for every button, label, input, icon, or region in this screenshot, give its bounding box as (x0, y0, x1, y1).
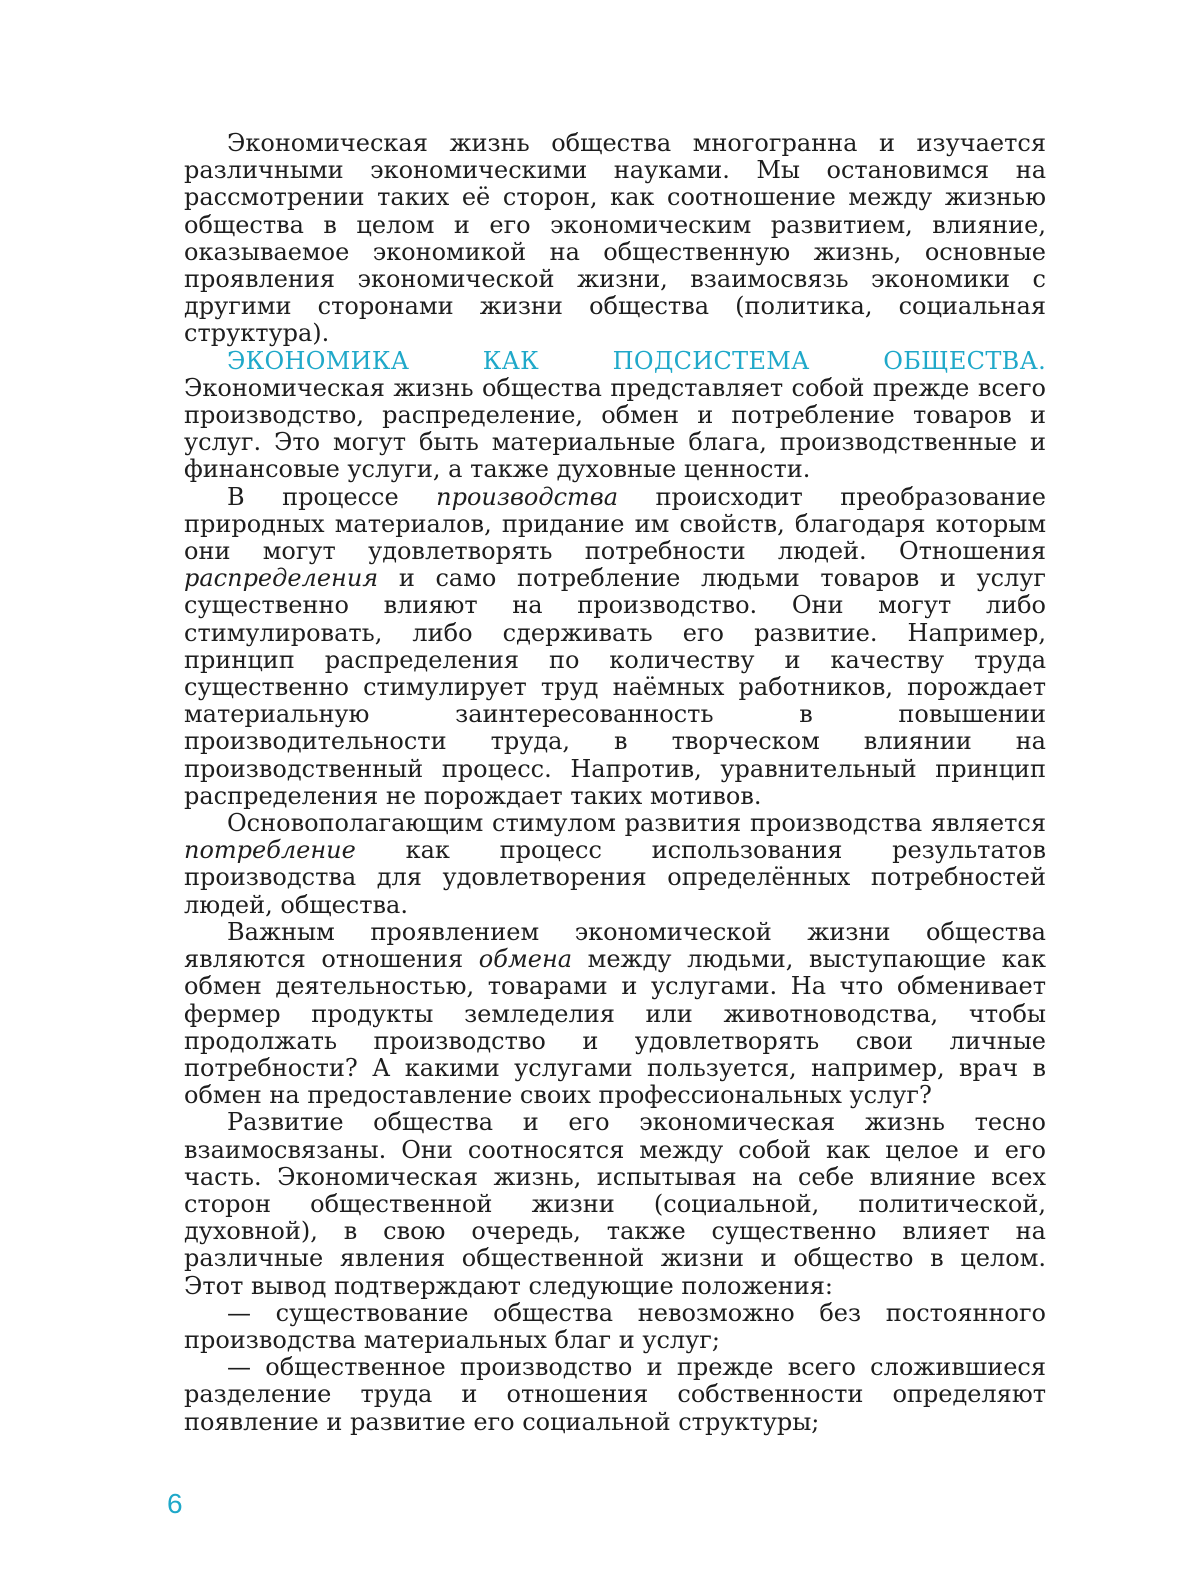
emphasized-term: обмена (478, 945, 573, 974)
paragraph-point-1 (184, 1300, 1046, 1354)
paragraph-text: происходит преобразование природных материалов, придание им свойств, благодаря которым они могут удовлетворять потребности людей. Отношения (184, 482, 1046, 566)
paragraph-text: Экономическая жизнь общества представляет собой прежде всего производство, распределение, обмен и потребление товаров и услуг. Это могут быть материальные блага, производственные и финансовые услуги, а также духовные ценности. (184, 373, 1046, 484)
emphasized-term: производства (436, 482, 619, 511)
paragraph-development (184, 1109, 1046, 1299)
page-body (184, 130, 1046, 1436)
paragraph-text: как процесс использования результатов производства для удовлетворения определённых потребностей людей, общества. (184, 836, 1046, 919)
page-number: 6 (167, 1488, 183, 1519)
paragraph-text: — существование общества невозможно без постоянного производства материальных благ и услуг; (184, 1298, 1046, 1354)
paragraph-exchange (184, 919, 1046, 1109)
paragraph-text: и само потребление людьми товаров и услуг существенно влияют на производство. Они могут либо стимулировать, либо сдерживать его развитие. Например, принцип распределения по количеству и качеству труда существенно стимулирует труд наёмных работников, порождает материальную заинтересованность в повышении производительности труда, в творческом влиянии на производственный процесс. Напротив, уравнительный принцип распределения не порождает таких мотивов. (184, 564, 1046, 810)
paragraph-production (184, 484, 1046, 810)
emphasized-term: распределения (184, 564, 379, 593)
paragraph-text: Важным проявлением экономической жизни общества являются отношения (184, 917, 1046, 974)
paragraph-subsystem (184, 348, 1046, 484)
paragraph-text: Экономическая жизнь общества многогранна и изучается различными экономическими науками. Мы остановимся на рассмотрении таких её сторон, как соотношение между жизнью общества в целом и его экономическим развитием, влияние, оказываемое экономикой на общественную жизнь, основные проявления экономической жизни, взаимосвязь экономики с другими сторонами жизни общества (политика, социальная структура). (184, 129, 1046, 348)
paragraph-text: Основополагающим стимулом развития производства является (227, 809, 1046, 838)
paragraph-text: В процессе (227, 482, 437, 511)
paragraph-consumption (184, 810, 1046, 919)
paragraph-text: между людьми, выступающие как обмен деятельностью, товарами и услугами. На что обменивает фермер продукты земледелия или животноводства, чтобы продолжать производство и удовлетворять свои личные потребности? А какими услугами пользуется, например, врач в обмен на предоставление своих профессиональных услуг? (184, 945, 1046, 1110)
section-heading: ЭКОНОМИКА КАК ПОДСИСТЕМА ОБЩЕСТВА. (227, 346, 1046, 375)
paragraph-text: Развитие общества и его экономическая жизнь тесно взаимосвязаны. Они соотносятся между собой как целое и его часть. Экономическая жизнь, испытывая на себе влияние всех сторон общественной жизни (социальной, политической, духовной), в свою очередь, также существенно влияет на различные явления общественной жизни и общество в целом. Этот вывод подтверждают следующие положения: (184, 1108, 1046, 1300)
paragraph-text: — общественное производство и прежде всего сложившиеся разделение труда и отношения собственности определяют появление и развитие его социальной структуры; (184, 1353, 1046, 1436)
emphasized-term: потребление (184, 836, 356, 865)
paragraph-point-2 (184, 1354, 1046, 1436)
paragraph-intro (184, 130, 1046, 348)
